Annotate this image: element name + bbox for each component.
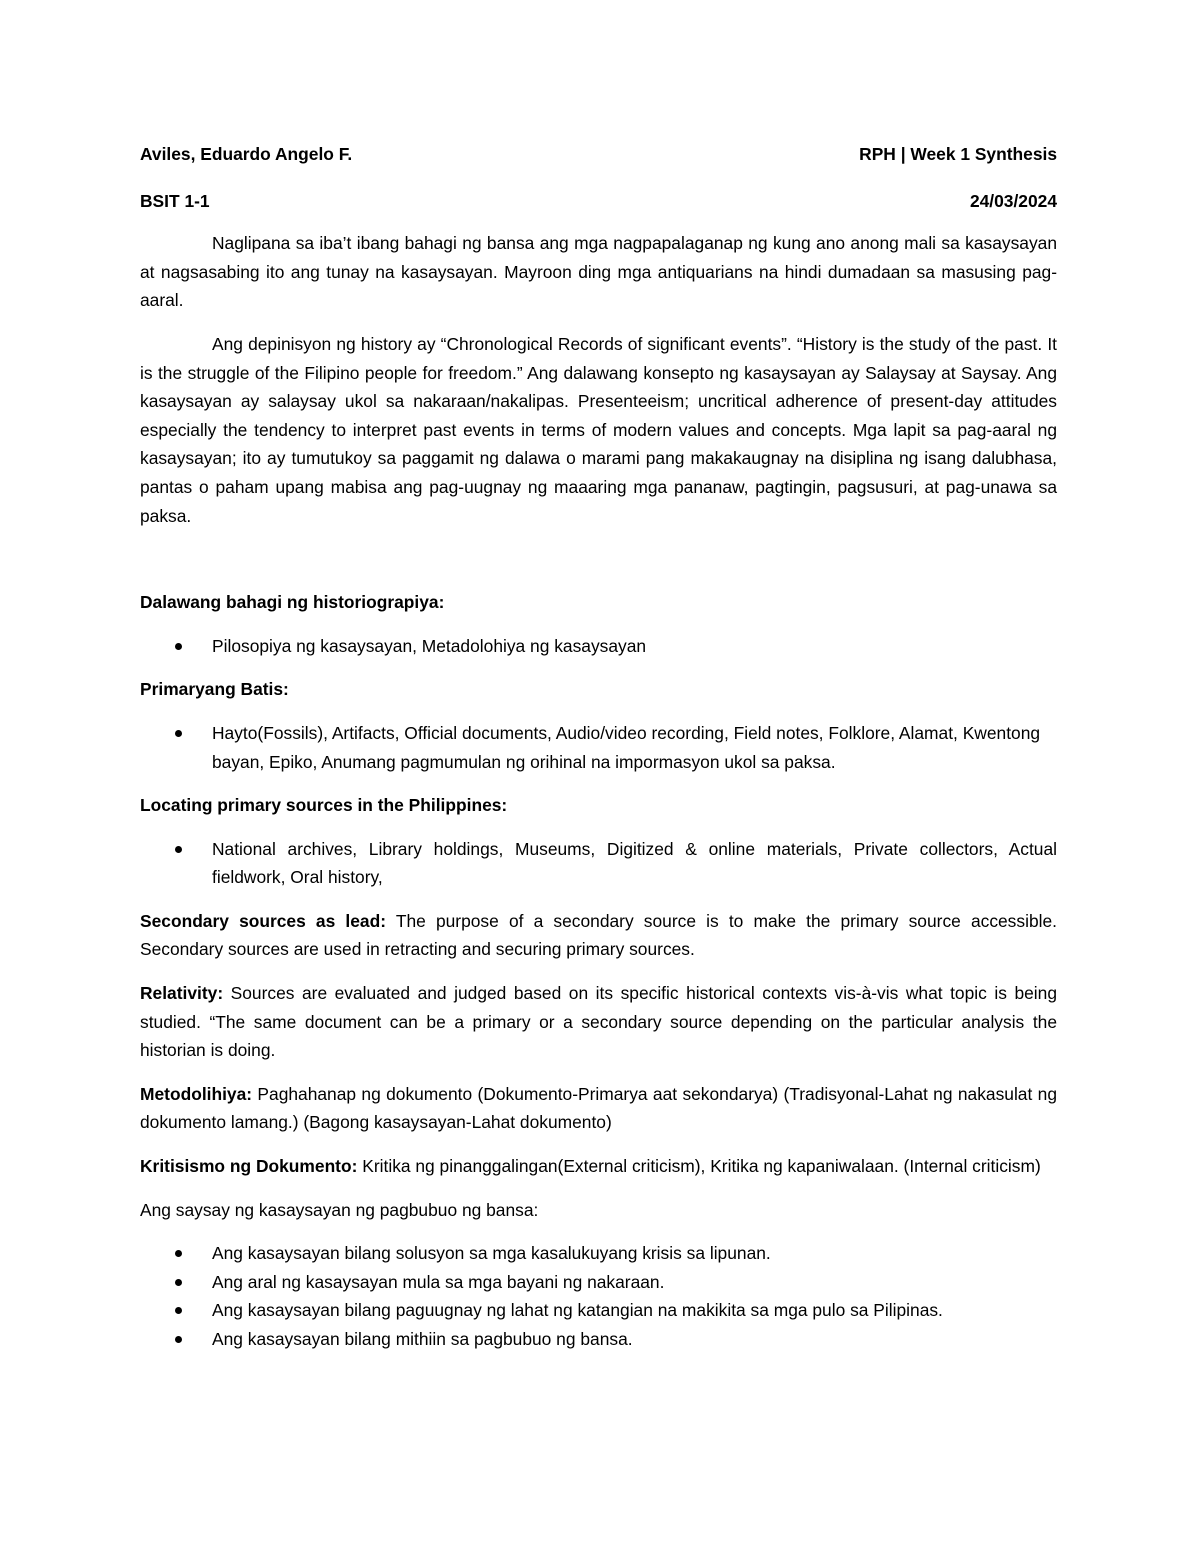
list-item: Ang aral ng kasaysayan mula sa mga bayani ng nakaraan.: [140, 1268, 1057, 1297]
primary-sources-list: [140, 719, 1057, 776]
definition-paragraph: Ang depinisyon ng history ay “Chronological Records of significant events”. “History is the study of the past. It is the struggle of the Filipino people for freedom.” Ang dalawang konsepto ng kasaysayan ay Salaysay at Saysay. Ang kasaysayan ay salaysay ukol sa nakaraan/nakalipas. Presenteeism; uncritical adherence of present-day attitudes especially the tendency to interpret past events in terms of modern values and concepts. Mga lapit sa pag-aaral ng kasaysayan; ito ay tumutukoy sa paggamit ng dalawa o marami pang makakaugnay na disiplina ng isang dalubhasa, pantas o paham upang mabisa ang pag-uugnay ng maaaring mga pananaw, pagtingin, pagsusuri, at pag-unawa sa paksa.: [140, 333, 1057, 526]
section-spacer: [140, 545, 1057, 588]
kritisismo-text: Kritika ng pinanggalingan(External criticism), Kritika ng kapaniwalaan. (Internal criticism): [357, 1156, 1041, 1177]
document-page: [140, 140, 1057, 1369]
section-label: BSIT 1-1: [140, 190, 210, 211]
metodolihiya-text: Paghahanap ng dokumento (Dokumento-Primarya aat sekondarya) (Tradisyonal-Lahat ng nakasulat ng dokumento lamang.) (Bagong kasaysayan-Lahat dokumento): [140, 1083, 1057, 1133]
relativity-paragraph: [140, 979, 1057, 1065]
historiography-heading: Dalawang bahagi ng historiograpiya:: [140, 592, 445, 613]
secondary-sources-label: Secondary sources as lead:: [140, 910, 386, 931]
author-name: Aviles, Eduardo Angelo F.: [140, 144, 353, 164]
list-item: National archives, Library holdings, Museums, Digitized & online materials, Private collectors, Actual fieldwork, Oral history,: [140, 835, 1057, 892]
primary-sources-heading: Primaryang Batis:: [140, 679, 289, 700]
relativity-text: Sources are evaluated and judged based on its specific historical contexts vis-à-vis what topic is being studied. “The same document can be a primary or a secondary source depending on the particular analysis the historian is doing.: [140, 983, 1057, 1061]
kritisismo-label: Kritisismo ng Dokumento:: [140, 1156, 358, 1177]
list-item: Ang kasaysayan bilang paguugnay ng lahat ng katangian na makikita sa mga pulo sa Pilipinas.: [140, 1296, 1057, 1325]
course-title: RPH | Week 1 Synthesis: [859, 144, 1057, 164]
saysay-list: [140, 1239, 1057, 1353]
list-item: Ang kasaysayan bilang mithiin sa pagbubuo ng bansa.: [140, 1325, 1057, 1354]
metodolihiya-paragraph: [140, 1080, 1057, 1137]
kritisismo-paragraph: [140, 1152, 1057, 1181]
locating-sources-heading: Locating primary sources in the Philippines:: [140, 795, 508, 816]
historiography-list: [140, 632, 1057, 661]
document-date: 24/03/2024: [969, 190, 1057, 211]
header-row-top: [140, 140, 1057, 169]
metodolihiya-label: Metodolihiya:: [140, 1083, 253, 1104]
list-item: Ang kasaysayan bilang solusyon sa mga kasalukuyang krisis sa lipunan.: [140, 1239, 1057, 1268]
secondary-sources-paragraph: [140, 907, 1057, 964]
secondary-sources-text: The purpose of a secondary source is to make the primary source accessible. Secondary sources are used in retracting and securing primary sources.: [140, 910, 1057, 960]
header-row-bottom: [140, 187, 1057, 216]
intro-paragraph: Naglipana sa iba’t ibang bahagi ng bansa ang mga nagpapalaganap ng kung ano anong mali sa kasaysayan at nagsasabing ito ang tunay na kasaysayan. Mayroon ding mga antiquarians na hindi dumadaan sa masusing pag-aaral.: [140, 233, 1057, 311]
list-item: Pilosopiya ng kasaysayan, Metadolohiya ng kasaysayan: [140, 632, 1057, 661]
locating-sources-list: [140, 835, 1057, 892]
list-item: Hayto(Fossils), Artifacts, Official documents, Audio/video recording, Field notes, Folklore, Alamat, Kwentong bayan, Epiko, Anumang pagmumulan ng orihinal na impormasyon ukol sa paksa.: [140, 719, 1057, 776]
relativity-label: Relativity:: [140, 983, 224, 1004]
saysay-heading: Ang saysay ng kasaysayan ng pagbubuo ng bansa:: [140, 1199, 539, 1220]
